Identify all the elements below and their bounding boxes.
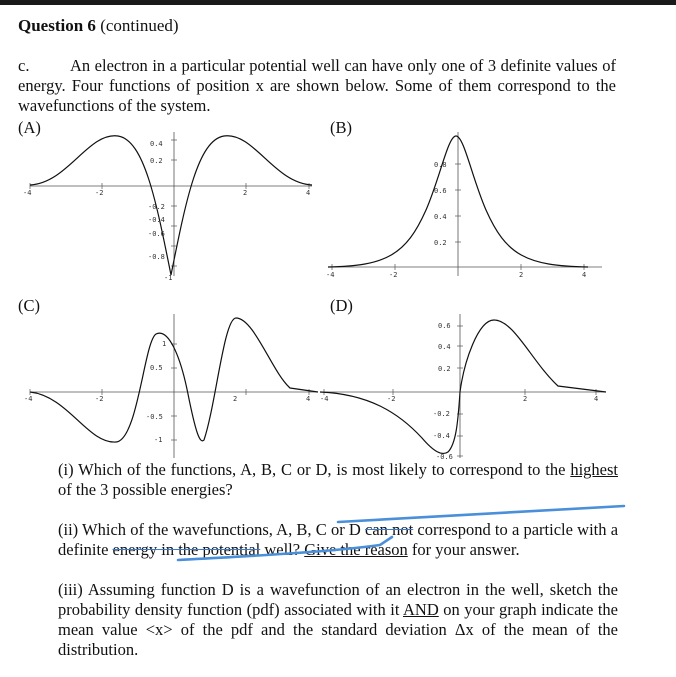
xtick-b-4: 4 xyxy=(582,271,587,279)
part-label: c. xyxy=(18,56,30,75)
curve-d xyxy=(320,320,606,453)
ytick-a-2: 0.2 xyxy=(150,157,163,165)
ytick-b-2: 0.6 xyxy=(434,187,447,195)
question-continued: (continued) xyxy=(95,16,179,35)
ytick-c-2: 0.5 xyxy=(150,364,163,372)
xtick-d-4: 4 xyxy=(594,395,599,403)
ytick-b-1: 0.8 xyxy=(434,161,447,169)
question-iii: (iii) Assuming function D is a wavefunction of an electron in the well, sketch the probability density function (pdf) associated with it AND on your graph indicate the mean value <x> of the pdf and the standard deviation Δx of the mean of the distribution. xyxy=(58,580,618,659)
xtick-b-3: 2 xyxy=(519,271,524,279)
energy-in-potential-words: energy in the potential xyxy=(112,540,261,559)
xtick-d-3: 2 xyxy=(523,395,528,403)
xtick-b-1: -4 xyxy=(326,271,335,279)
question-header xyxy=(18,16,179,36)
ytick-c-3: -0.5 xyxy=(146,413,163,421)
ytick-d-3: 0.2 xyxy=(438,365,451,373)
intro-paragraph xyxy=(18,56,616,116)
panel-label-c: (C) xyxy=(18,296,40,315)
highest-word: highest xyxy=(570,460,618,479)
ytick-d-4: -0.2 xyxy=(433,410,450,418)
question-ii: (ii) Which of the wavefunctions, A, B, C or D can not correspond to a particle with a definite energy in the potential well? Give the reason for your answer. xyxy=(58,520,619,559)
panel-label-d: (D) xyxy=(330,296,353,315)
panel-label-b: (B) xyxy=(330,118,352,137)
ytick-c-1: 1 xyxy=(162,340,167,348)
xtick-a-3: 2 xyxy=(243,189,248,197)
ytick-a-4: -0.4 xyxy=(148,216,165,224)
ytick-a-7: -1 xyxy=(164,274,173,282)
xtick-c-1: -4 xyxy=(24,395,33,403)
ytick-d-1: 0.6 xyxy=(438,322,451,330)
curve-a xyxy=(30,136,312,275)
graph-c xyxy=(24,312,318,460)
ytick-d-2: 0.4 xyxy=(438,343,451,351)
question-number: Question 6 xyxy=(18,16,96,35)
panel-label-a: (A) xyxy=(18,118,41,137)
intro-text: An electron in a particular potential well can have only one of 3 definite values of energy. Four functions of position x are shown below. Some of them correspond to the wavefunctions of the system. xyxy=(18,56,616,115)
give-reason-words: Give the reason xyxy=(304,540,408,559)
xtick-c-4: 4 xyxy=(306,395,311,403)
graph-a xyxy=(23,130,318,282)
ytick-a-1: 0.4 xyxy=(150,140,163,148)
xtick-b-2: -2 xyxy=(389,271,398,279)
ytick-b-4: 0.2 xyxy=(434,239,447,247)
ytick-d-5: -0.4 xyxy=(433,432,450,440)
top-bar xyxy=(0,0,676,5)
xtick-a-1: -4 xyxy=(23,189,32,197)
xtick-a-4: 4 xyxy=(306,189,311,197)
xtick-a-2: -2 xyxy=(95,189,104,197)
ytick-a-3: -0.2 xyxy=(148,203,165,211)
graph-d xyxy=(318,312,608,460)
ytick-a-5: -0.6 xyxy=(148,230,165,238)
xtick-c-2: -2 xyxy=(95,395,104,403)
ytick-c-4: -1 xyxy=(154,436,163,444)
can-not-words: can not xyxy=(365,520,414,539)
and-word: AND xyxy=(403,600,439,619)
question-i: (i) Which of the functions, A, B, C or D, is most likely to correspond to the highest of the 3 possible energies? xyxy=(58,460,618,499)
graph-b xyxy=(326,130,606,278)
ytick-d-6: -0.6 xyxy=(436,453,453,461)
xtick-c-3: 2 xyxy=(233,395,238,403)
xtick-d-1: -4 xyxy=(320,395,329,403)
ytick-a-6: -0.8 xyxy=(148,253,165,261)
ytick-b-3: 0.4 xyxy=(434,213,447,221)
xtick-d-2: -2 xyxy=(387,395,396,403)
